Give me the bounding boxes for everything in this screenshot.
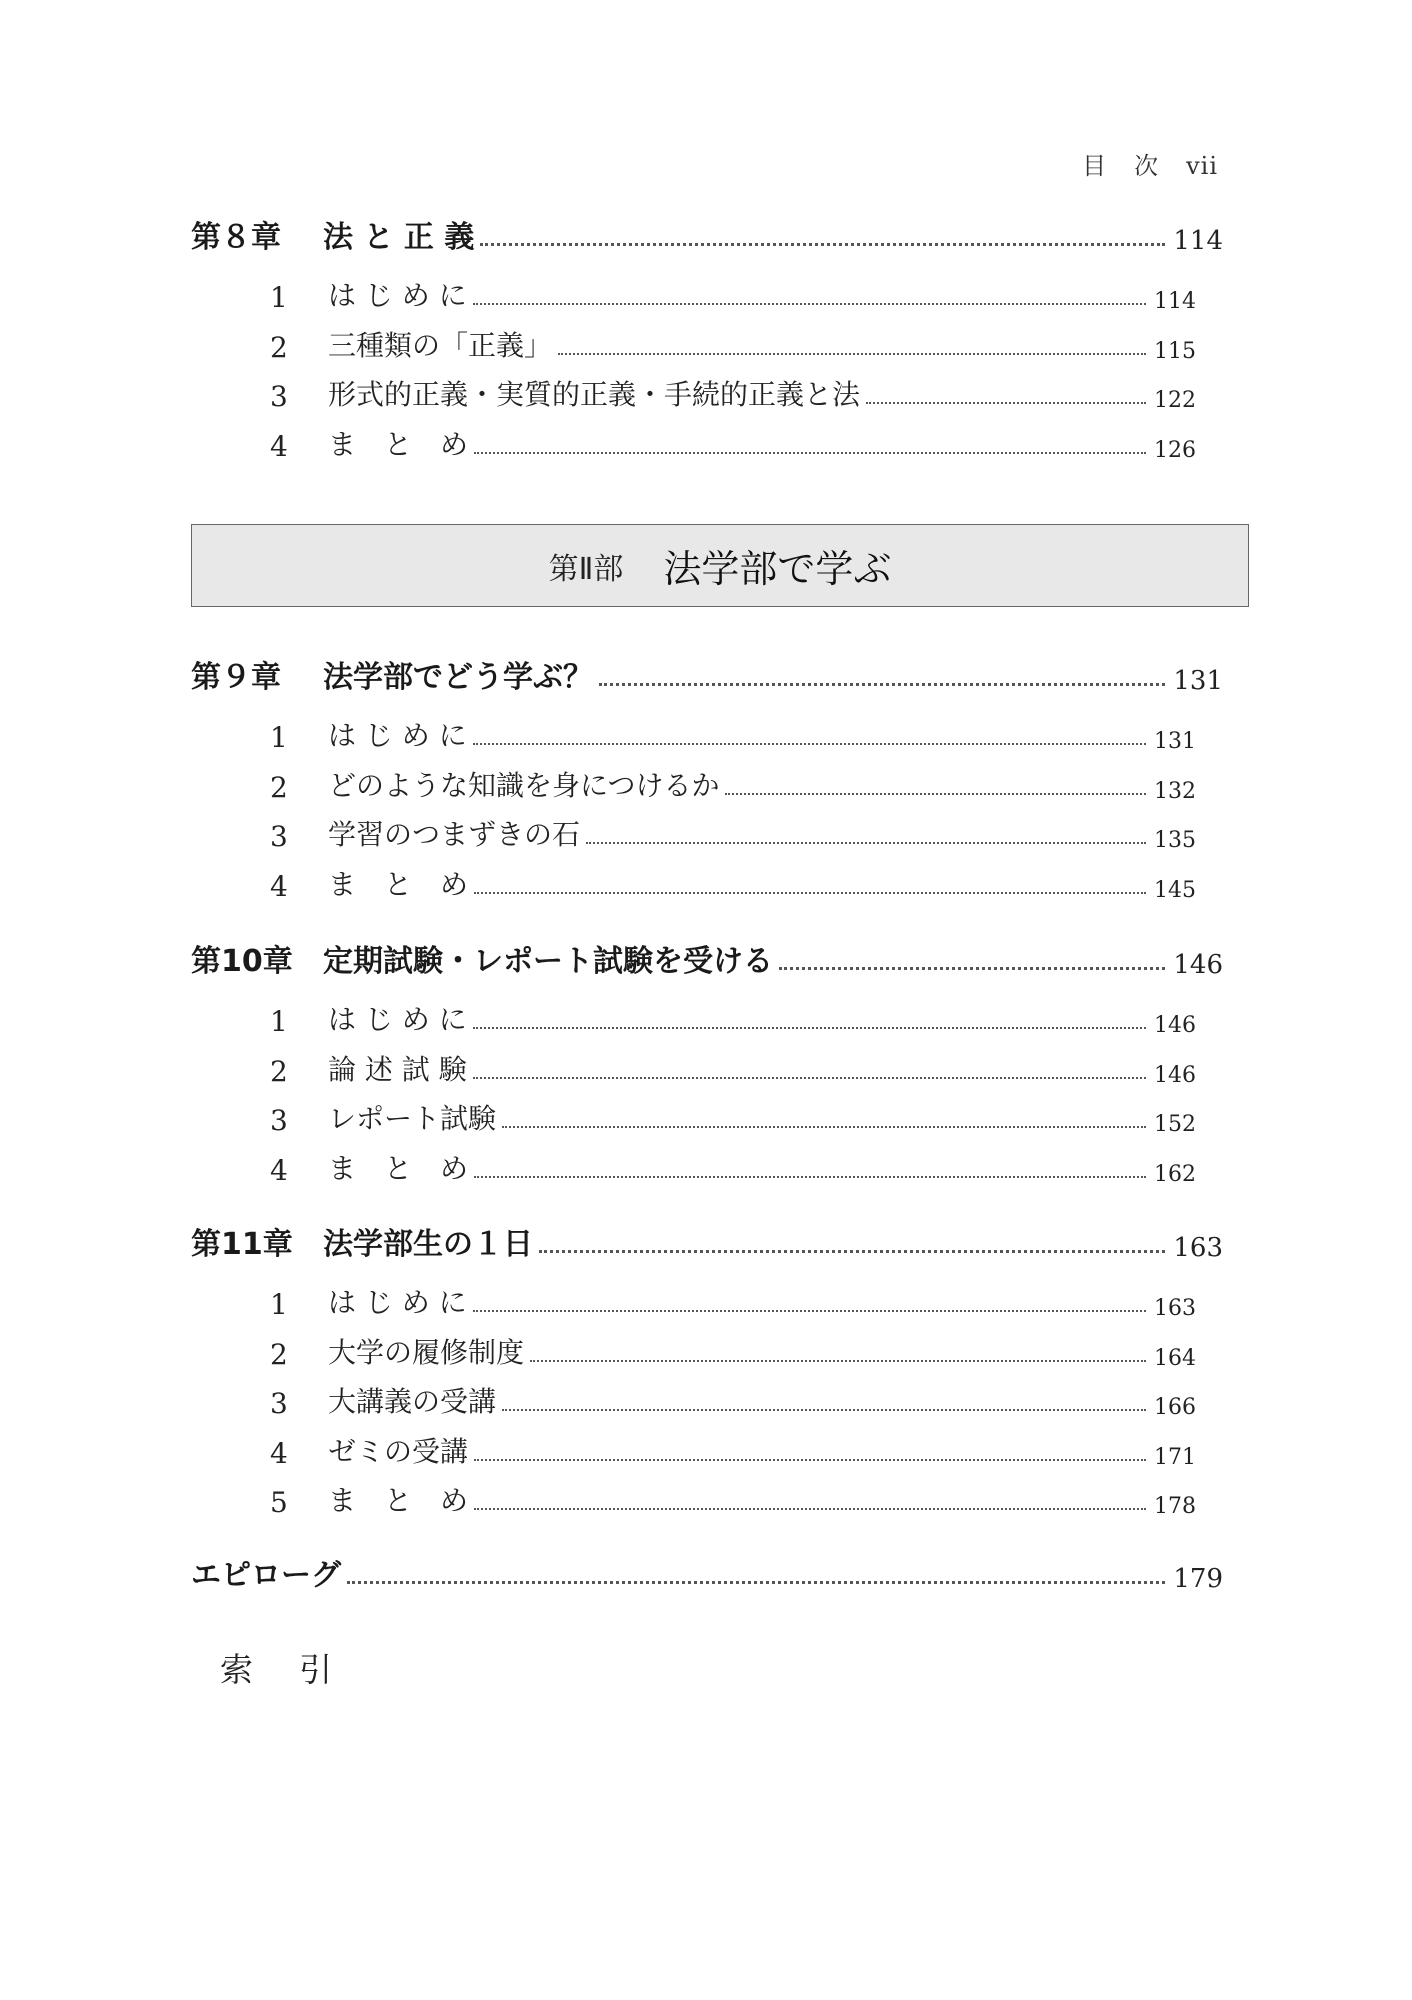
- toc-section-entry[interactable]: [270, 1380, 1196, 1420]
- toc-chapter-entry[interactable]: [191, 648, 1223, 696]
- part-heading-box: [191, 524, 1249, 607]
- leader-dots: [586, 842, 1146, 844]
- section-title: は じ め に: [328, 1003, 467, 1036]
- leader-dots: [530, 1360, 1146, 1362]
- running-head-title: 目次: [1082, 152, 1187, 180]
- toc-epilogue-entry[interactable]: [191, 1546, 1223, 1594]
- section-page: 131: [1154, 729, 1196, 754]
- section-number: 4: [270, 1153, 288, 1187]
- section-page: 152: [1154, 1112, 1196, 1137]
- section-title: は じ め に: [328, 719, 467, 752]
- toc-section-entry[interactable]: [270, 1281, 1196, 1321]
- section-title: は じ め に: [328, 279, 467, 312]
- section-number: 1: [270, 281, 288, 314]
- chapter-title: 法 と 正 義: [323, 220, 475, 255]
- epilogue-page: 179: [1173, 1564, 1223, 1594]
- section-number: 3: [270, 1104, 288, 1137]
- toc-chapter-entry[interactable]: [191, 208, 1223, 256]
- section-title: ゼミの受講: [328, 1434, 469, 1468]
- leader-dots: [558, 353, 1146, 355]
- section-page: 122: [1154, 388, 1196, 413]
- chapter-page: 163: [1173, 1233, 1223, 1263]
- toc-section-entry[interactable]: [270, 1430, 1196, 1470]
- leader-dots: [474, 1459, 1146, 1461]
- chapter-page: 146: [1173, 950, 1223, 980]
- section-number: 3: [270, 380, 288, 413]
- section-number: 4: [270, 869, 288, 903]
- toc-section-entry[interactable]: [270, 324, 1196, 364]
- section-number: 2: [270, 1337, 288, 1371]
- section-title: ま と め: [328, 427, 469, 461]
- section-title: ま と め: [328, 1151, 469, 1185]
- section-page: 162: [1154, 1161, 1196, 1187]
- chapter-page: 114: [1173, 226, 1223, 256]
- leader-dots: [502, 1409, 1146, 1411]
- section-title: ま と め: [328, 867, 469, 901]
- leader-dots: [599, 683, 1165, 686]
- section-page: 145: [1154, 877, 1196, 903]
- leader-dots: [474, 1176, 1146, 1178]
- toc-index-entry[interactable]: 索引: [220, 1650, 378, 1689]
- section-title: 三種類の「正義」: [328, 328, 553, 362]
- leader-dots: [480, 243, 1165, 246]
- section-page: 164: [1154, 1345, 1196, 1371]
- leader-dots: [779, 967, 1165, 970]
- chapter-title: 法学部でどう学ぶ？: [323, 660, 593, 695]
- toc-chapter-entry[interactable]: [191, 1215, 1223, 1263]
- toc-section-entry[interactable]: [270, 764, 1196, 804]
- section-title: 大学の履修制度: [328, 1335, 525, 1369]
- section-title: ま と め: [328, 1484, 469, 1517]
- section-title: は じ め に: [328, 1286, 467, 1319]
- leader-dots: [473, 1077, 1146, 1079]
- running-head: [1082, 146, 1218, 181]
- leader-dots: [473, 1310, 1146, 1312]
- section-number: 2: [270, 770, 288, 804]
- chapter-label: 第11章: [191, 1227, 293, 1262]
- part-label: 第Ⅱ部: [548, 551, 624, 587]
- toc-section-entry[interactable]: [270, 1479, 1196, 1519]
- section-title: レポート試験: [328, 1102, 497, 1135]
- toc-section-entry[interactable]: [270, 1097, 1196, 1137]
- toc-section-entry[interactable]: [270, 423, 1196, 463]
- toc-section-entry[interactable]: [270, 373, 1196, 413]
- toc-section-entry[interactable]: [270, 1048, 1196, 1088]
- chapter-label: 第８章: [191, 220, 281, 255]
- section-number: 2: [270, 1054, 288, 1088]
- leader-dots: [473, 1027, 1146, 1029]
- section-page: 115: [1154, 338, 1196, 364]
- section-number: 4: [270, 429, 288, 463]
- section-page: 166: [1154, 1395, 1196, 1420]
- running-head-page: vii: [1186, 152, 1218, 180]
- section-number: 1: [270, 721, 288, 754]
- section-page: 135: [1154, 828, 1196, 853]
- epilogue-title: エピローグ: [191, 1558, 341, 1593]
- chapter-page: 131: [1173, 666, 1223, 696]
- leader-dots: [473, 743, 1146, 745]
- toc-section-entry[interactable]: [270, 714, 1196, 754]
- section-number: 1: [270, 1288, 288, 1321]
- section-page: 171: [1154, 1444, 1196, 1470]
- leader-dots: [474, 452, 1146, 454]
- leader-dots: [502, 1126, 1146, 1128]
- toc-section-entry[interactable]: [270, 1147, 1196, 1187]
- section-page: 146: [1154, 1062, 1196, 1088]
- section-page: 163: [1154, 1296, 1196, 1321]
- toc-section-entry[interactable]: [270, 998, 1196, 1038]
- section-page: 126: [1154, 437, 1196, 463]
- leader-dots: [473, 303, 1146, 305]
- section-page: 178: [1154, 1494, 1196, 1519]
- section-number: 1: [270, 1005, 288, 1038]
- toc-chapter-entry[interactable]: [191, 932, 1223, 980]
- chapter-title: 定期試験・レポート試験を受ける: [323, 944, 773, 979]
- chapter-title: 法学部生の１日: [323, 1227, 533, 1262]
- leader-dots: [347, 1581, 1165, 1584]
- leader-dots: [725, 793, 1146, 795]
- toc-section-entry[interactable]: [270, 863, 1196, 903]
- toc-section-entry[interactable]: [270, 813, 1196, 853]
- section-number: 5: [270, 1486, 288, 1519]
- section-page: 132: [1154, 778, 1196, 804]
- leader-dots: [474, 1508, 1146, 1510]
- section-page: 146: [1154, 1013, 1196, 1038]
- leader-dots: [474, 892, 1146, 894]
- section-title: 学習のつまずきの石: [328, 818, 581, 851]
- toc-section-entry[interactable]: [270, 1331, 1196, 1371]
- section-page: 114: [1154, 289, 1196, 314]
- leader-dots: [866, 402, 1146, 404]
- chapter-label: 第10章: [191, 944, 293, 979]
- section-title: 形式的正義・実質的正義・手続的正義と法: [328, 378, 861, 411]
- section-number: 3: [270, 820, 288, 853]
- chapter-label: 第９章: [191, 660, 281, 695]
- leader-dots: [539, 1250, 1165, 1253]
- section-number: 2: [270, 330, 288, 364]
- section-number: 3: [270, 1387, 288, 1420]
- section-title: 論 述 試 験: [328, 1052, 467, 1086]
- section-number: 4: [270, 1436, 288, 1470]
- toc-section-entry[interactable]: [270, 274, 1196, 314]
- part-title: 法学部で学ぶ: [663, 547, 892, 591]
- section-title: 大講義の受講: [328, 1385, 497, 1418]
- section-title: どのような知識を身につけるか: [328, 768, 720, 802]
